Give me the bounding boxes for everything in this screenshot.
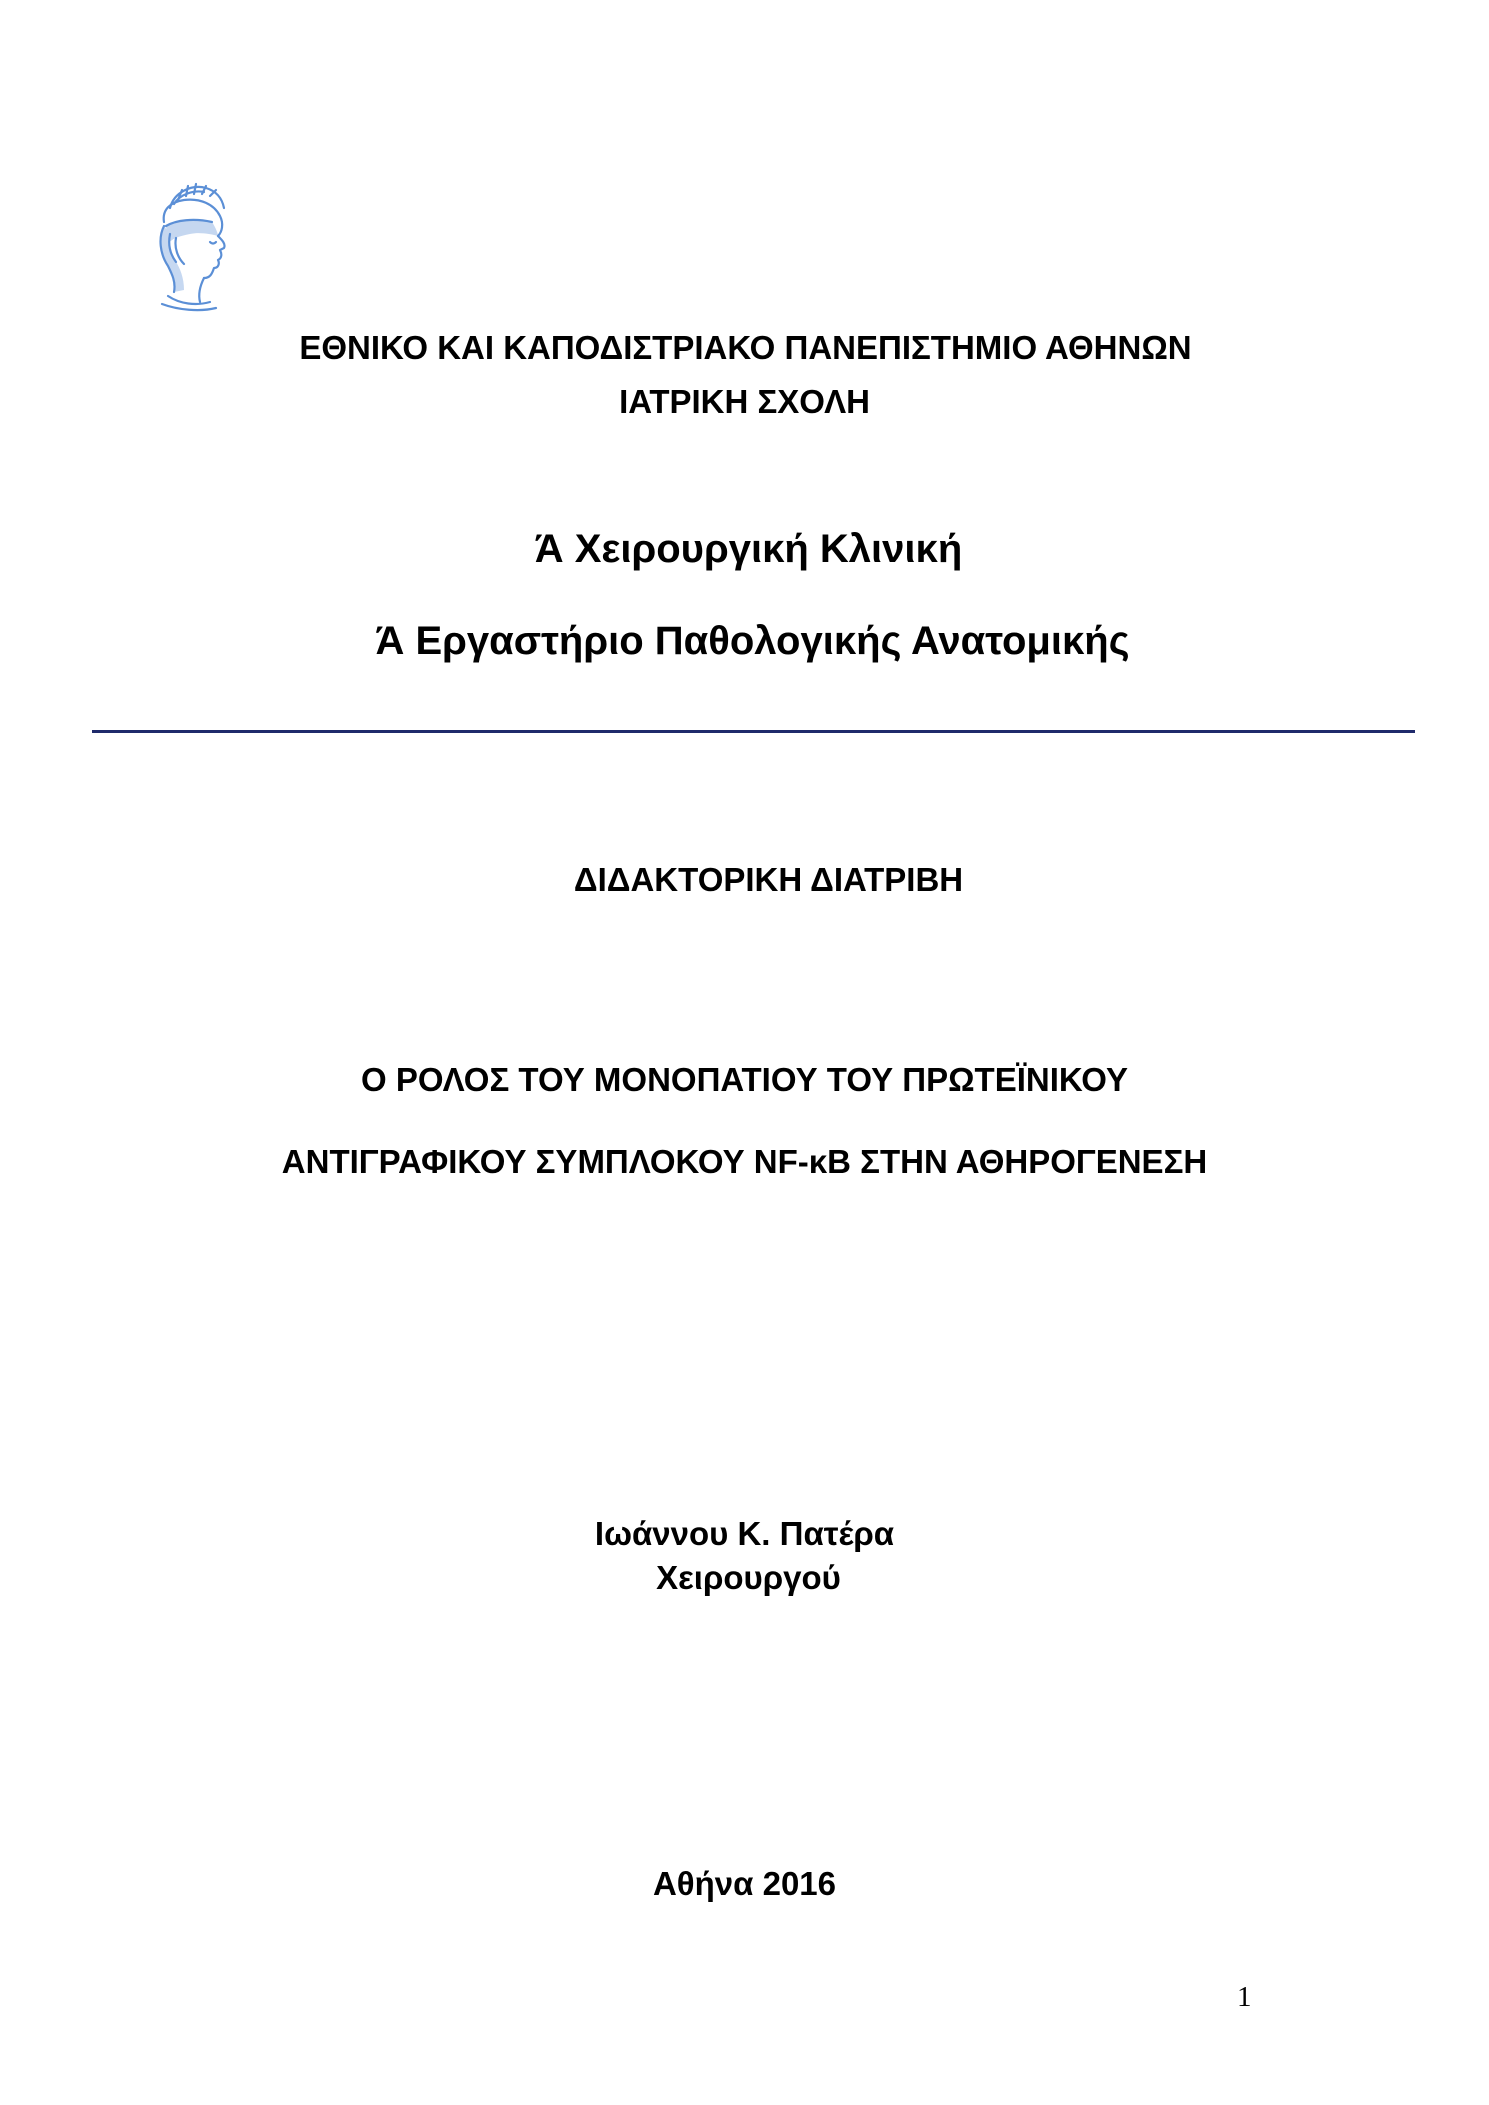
university-emblem-icon (140, 178, 232, 312)
author-name: Ιωάννου Κ. Πατέρα (594, 1515, 895, 1552)
thesis-title-line-2: ΑΝΤΙΓΡΑΦΙΚΟΥ ΣΥΜΠΛΟΚΟΥ NF-κB ΣΤΗΝ ΑΘΗΡΟΓΕΝΕΣΗ (281, 1143, 1208, 1180)
horizontal-divider (92, 730, 1415, 733)
university-name: ΕΘΝΙΚΟ ΚΑΙ ΚΑΠΟΔΙΣΤΡΙΑΚΟ ΠΑΝΕΠΙΣΤΗΜΙΟ ΑΘΗΝΩΝ (299, 329, 1192, 366)
page-number: 1 (1237, 1981, 1252, 2013)
thesis-type: ΔΙΔΑΚΤΟΡΙΚΗ ΔΙΑΤΡΙΒΗ (573, 861, 964, 898)
place-and-year: Αθήνα 2016 (652, 1865, 837, 1902)
university-heading (0, 326, 1489, 424)
laboratory-name: Ά Εργαστήριο Παθολογικής Ανατομικής (375, 619, 1130, 663)
author-role: Χειρουργού (656, 1559, 841, 1596)
clinic-name: Ά Χειρουργική Κλινική (534, 527, 963, 571)
thesis-title-line-1: Ο ΡΟΛΟΣ ΤΟΥ ΜΟΝΟΠΑΤΙΟΥ ΤΟΥ ΠΡΩΤΕΪΝΙΚΟΥ (361, 1061, 1128, 1098)
school-name: ΙΑΤΡΙΚΗ ΣΧΟΛΗ (619, 383, 870, 420)
